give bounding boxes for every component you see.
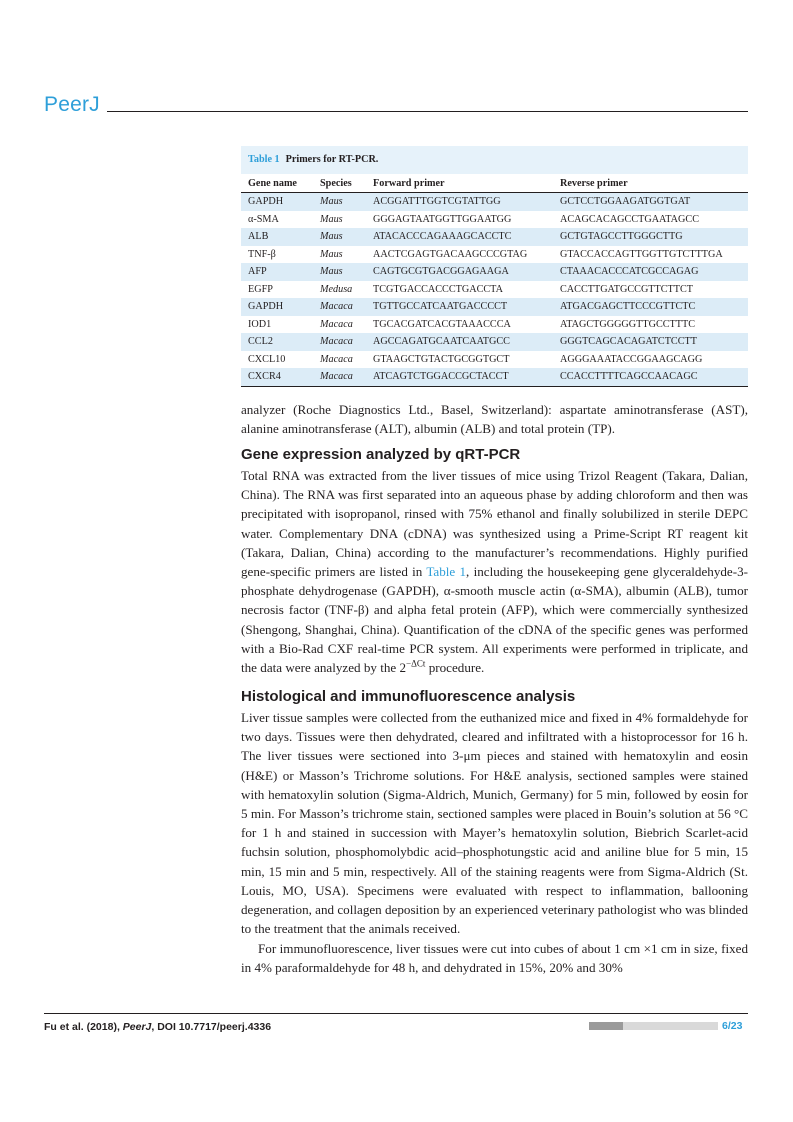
table-row — [241, 281, 748, 299]
table-cell: GTACCACCAGTTGGTTGTCTTTGA — [553, 246, 748, 264]
table-row — [241, 316, 748, 334]
table-body — [241, 193, 748, 387]
table-cell: AGCCAGATGCAATCAATGCC — [366, 333, 553, 351]
table-row — [241, 351, 748, 369]
table-cell: Maus — [313, 246, 366, 264]
table-cell: Medusa — [313, 281, 366, 299]
page-progress-fill — [589, 1022, 623, 1030]
table-cell: CXCR4 — [241, 368, 313, 386]
table-cell: GTAAGCTGTACTGCGGTGCT — [366, 351, 553, 369]
table-row — [241, 298, 748, 316]
table-cell: ATCAGTCTGGACCGCTACCT — [366, 368, 553, 386]
page-number: 6/23 — [722, 1020, 743, 1032]
table-header-row — [241, 174, 748, 193]
table-cell: TNF-β — [241, 246, 313, 264]
table-row — [241, 333, 748, 351]
column-header: Gene name — [241, 174, 313, 193]
table-row — [241, 368, 748, 386]
table-title: Primers for RT-PCR. — [285, 154, 379, 165]
table1-link[interactable]: Table 1 — [426, 564, 467, 580]
header-rule — [107, 111, 748, 112]
table-cell: CCACCTTTTCAGCCAACAGC — [553, 368, 748, 386]
table-cell: Macaca — [313, 298, 366, 316]
table-cell: CCL2 — [241, 333, 313, 351]
table-cell: Macaca — [313, 351, 366, 369]
table-grid — [241, 174, 748, 387]
table-row — [241, 193, 748, 211]
table-cell: GGGAGTAATGGTTGGAATGG — [366, 211, 553, 229]
table-cell: ACAGCACAGCCTGAATAGCC — [553, 211, 748, 229]
column-header: Species — [313, 174, 366, 193]
table-cell: TCGTGACCACCCTGACCTA — [366, 281, 553, 299]
table-cell: Maus — [313, 263, 366, 281]
table-cell: GCTCCTGGAAGATGGTGAT — [553, 193, 748, 211]
histology-paragraph: Liver tissue samples were collected from the euthanized mice and fixed in 4% formaldehyde for two days. Tissues were then dehydrated, cleared and infiltrated with a histoprocessor for 16 h. The liver tissues were sectioned into 3-μm pieces and stained with hematoxylin and eosin (H&E) or Masson’s Trichrome solutions. For H&E analysis, sectioned samples were stained with hematoxylin solution (Sigma-Aldrich, Munich, Germany) for 5 min, followed by eosin for 5 min. For Masson’s trichrome stain, sectioned samples were placed in Bouin’s solution at 56 °C for 1 h and stained in succession with Mayer’s hematoxylin solution, Biebrich Scarlet-acid fuchsin solution, phosphomolybdic acid–phosphotungstic acid and aniline blue for 5 min, 15 min, 15 min and 5 min, respectively. All of the staining reagents were from Sigma-Aldrich (St. Louis, MO, USA). Specimens were evaluated with respect to inflammation, ballooning degeneration, and collagen deposition by an experienced veterinary pathologist who was blinded to the treatment that the animals received. — [241, 710, 748, 937]
table-cell: CXCL10 — [241, 351, 313, 369]
table-cell: Maus — [313, 211, 366, 229]
table-cell: CAGTGCGTGACGGAGAAGA — [366, 263, 553, 281]
qrt-pcr-paragraph: Total RNA was extracted from the liver tissues of mice using Trizol Reagent (Takara, Dalian, China). The RNA was first separated into an aqueous phase by adding chloroform and then was precipitated with isopropanol, rinsed with 75% ethanol and finally solubilized in sterile DEPC water. Complementary DNA (cDNA) was synthesized using a Prime-Script RT reagent kit (Takara, Dalian, China) according to the manufacturer’s recommendations. Highly purified gene-specific primers are listed in Table 1, including the housekeeping gene glyceraldehyde-3-phosphate dehydrogenase (GAPDH), α-smooth muscle actin (α-SMA), albumin (ALB), tumor necrosis factor (TNF-β) and alpha fetal protein (AFP), which were commercially synthesized (Shengong, Shanghai, China). Quantification of the cDNA of the specific genes was performed with a Bio-Rad CXF real-time PCR system. All experiments were performed in triplicate, and the data were analyzed by the $2^{-\Delta Ct}$ procedure. — [241, 468, 748, 676]
table-row — [241, 211, 748, 229]
table-cell: IOD1 — [241, 316, 313, 334]
table-cell: ATACACCCAGAAAGCACCTC — [366, 228, 553, 246]
section-heading-histology: Histological and immunofluorescence analysis — [241, 688, 576, 705]
table-row — [241, 263, 748, 281]
table-cell: AGGGAAATACCGGAAGCAGG — [553, 351, 748, 369]
citation-footer: Fu et al. (2018), PeerJ, DOI 10.7717/peerj.4336 — [44, 1021, 272, 1033]
table-cell: Macaca — [313, 316, 366, 334]
table-cell: CACCTTGATGCCGTTCTTCT — [553, 281, 748, 299]
section-heading-qrt-pcr: Gene expression analyzed by qRT-PCR — [241, 446, 521, 463]
table-cell: GAPDH — [241, 298, 313, 316]
table-cell: AFP — [241, 263, 313, 281]
table-cell: ATGACGAGCTTCCCGTTCTC — [553, 298, 748, 316]
table-cell: GGGTCAGCACAGATCTCCTT — [553, 333, 748, 351]
table-cell: TGTTGCCATCAATGACCCCT — [366, 298, 553, 316]
table-cell: GCTGTAGCCTTGGGCTTG — [553, 228, 748, 246]
table-row — [241, 246, 748, 264]
table-cell: Maus — [313, 193, 366, 211]
table-cell: Maus — [313, 228, 366, 246]
table-cell: Macaca — [313, 368, 366, 386]
table-cell: α-SMA — [241, 211, 313, 229]
table-cell: ATAGCTGGGGGTTGCCTTTC — [553, 316, 748, 334]
table-row — [241, 228, 748, 246]
primer-table — [241, 146, 748, 387]
intro-paragraph: analyzer (Roche Diagnostics Ltd., Basel, Switzerland): aspartate aminotransferase (AST), alanine aminotransferase (ALT), albumin (ALB) and total protein (TP). — [241, 402, 748, 437]
table-cell: CTAAACACCCATCGCCAGAG — [553, 263, 748, 281]
table-cell: EGFP — [241, 281, 313, 299]
column-header: Forward primer — [366, 174, 553, 193]
table-cell: Macaca — [313, 333, 366, 351]
table-cell: ACGGATTTGGTCGTATTGG — [366, 193, 553, 211]
table-cell: AACTCGAGTGACAAGCCCGTAG — [366, 246, 553, 264]
table-cell: ALB — [241, 228, 313, 246]
footer-rule — [44, 1013, 748, 1014]
table-cell: TGCACGATCACGTAAACCCA — [366, 316, 553, 334]
table-caption — [241, 146, 748, 174]
column-header: Reverse primer — [553, 174, 748, 193]
journal-logo: PeerJ — [44, 93, 100, 116]
table-label[interactable]: Table 1 — [248, 154, 280, 165]
immunofluorescence-paragraph: For immunofluorescence, liver tissues were cut into cubes of about 1 cm ×1 cm in size, fixed in 4% paraformaldehyde for 48 h, and dehydrated in 15%, 20% and 30% — [241, 941, 748, 976]
table-cell: GAPDH — [241, 193, 313, 211]
